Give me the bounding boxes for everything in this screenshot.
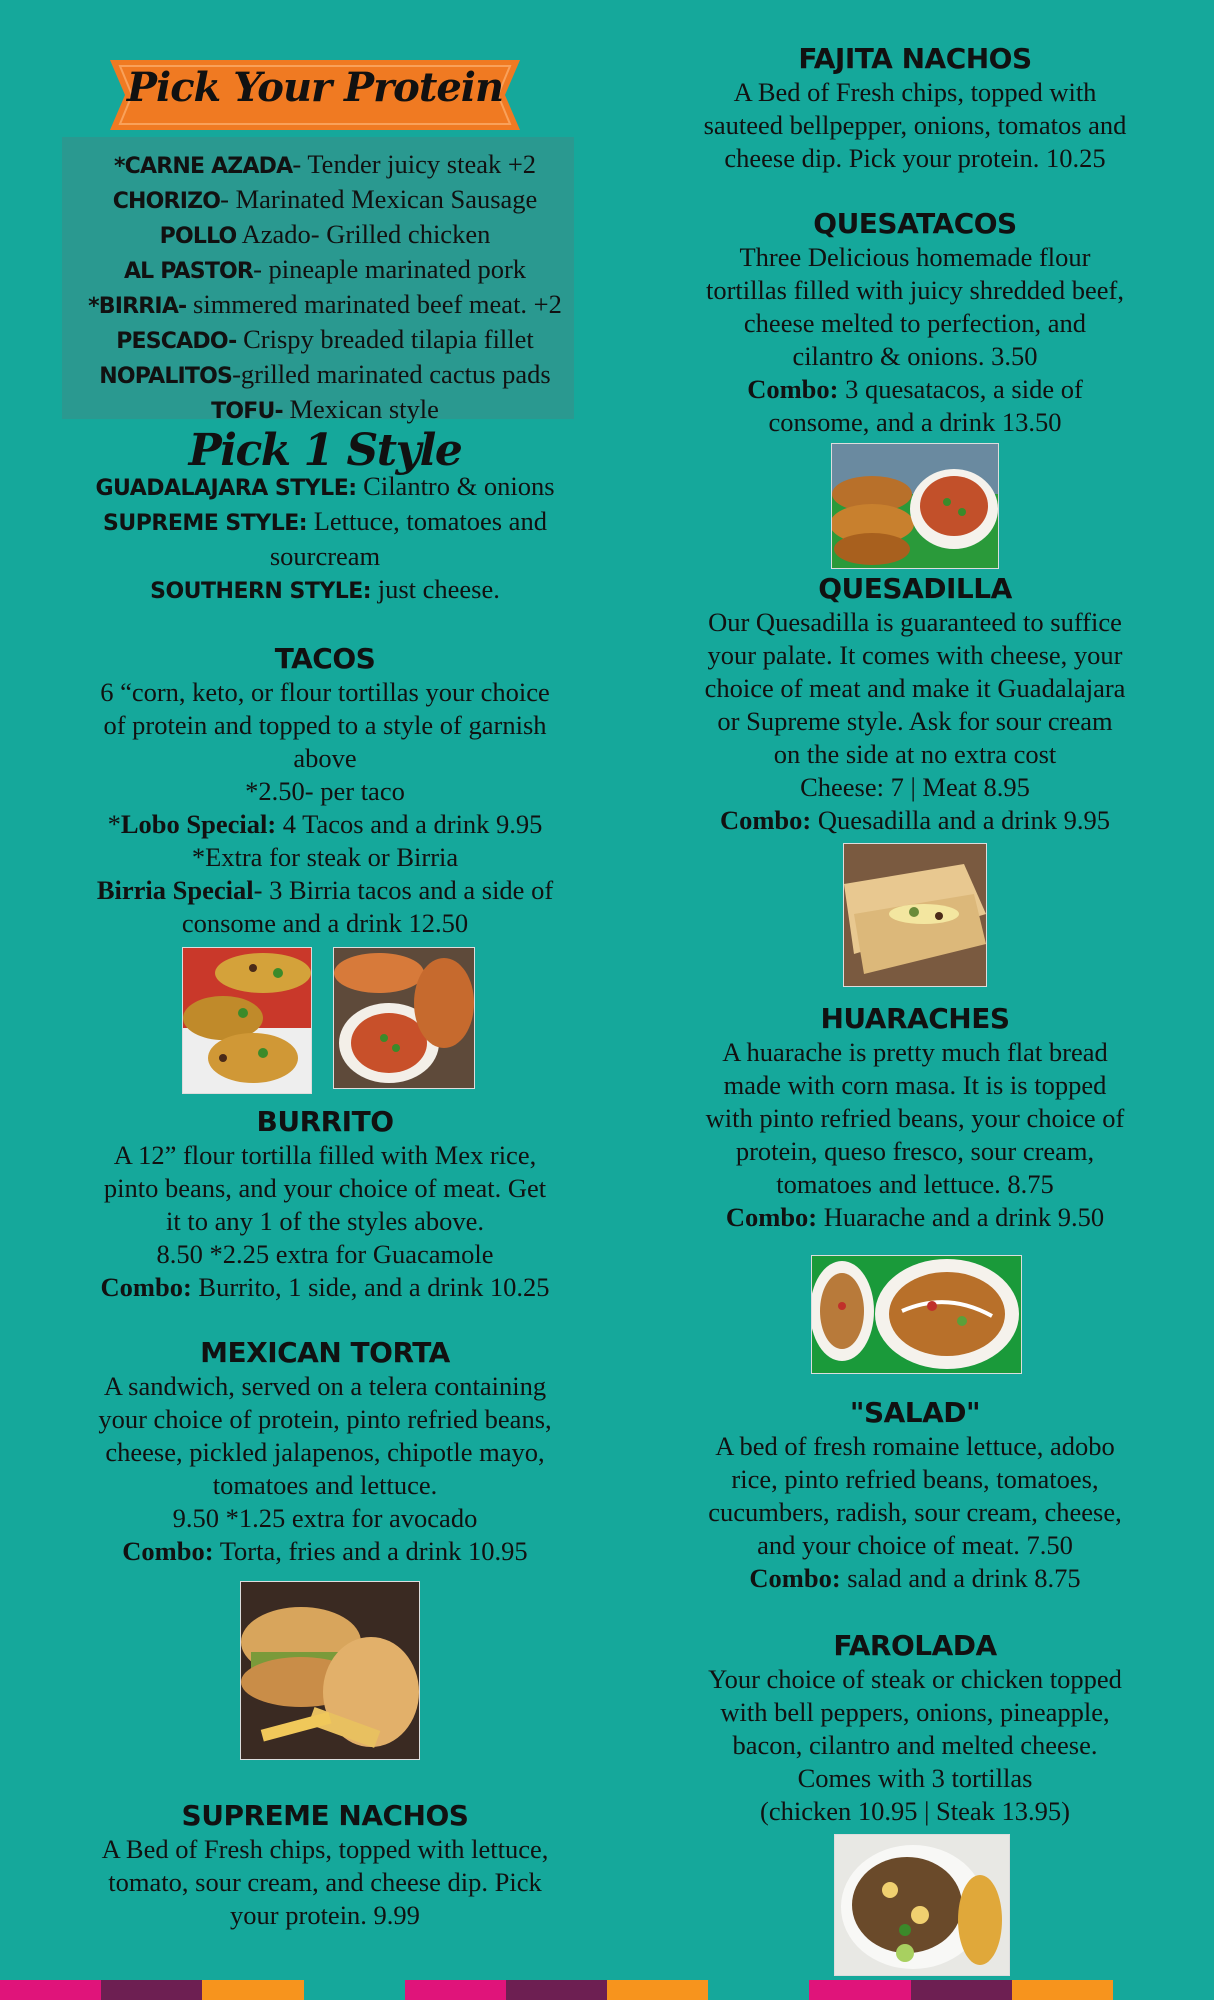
quesatacos-price: cilantro & onions. 3.50 xyxy=(792,341,1038,371)
lobo-special: *Lobo Special: 4 Tacos and a drink 9.95 xyxy=(107,809,543,839)
quesadilla-combo: Combo: Quesadilla and a drink 9.95 xyxy=(719,805,1111,835)
protein-item: *BIRRIA- simmered marinated beef meat. +2 xyxy=(88,289,562,319)
torta-line: A sandwich, served on a telera containing xyxy=(103,1371,547,1401)
fajita-nachos-line: cheese dip. Pick your protein. 10.25 xyxy=(724,143,1106,173)
protein-item: NOPALITOS-grilled marinated cactus pads xyxy=(99,359,551,389)
salad-combo: Combo: salad and a drink 8.75 xyxy=(749,1563,1081,1593)
protein-item: AL PASTOR- pineaple marinated pork xyxy=(123,254,527,284)
quesatacos-line: consome, and a drink 13.50 xyxy=(768,407,1062,437)
quesadilla-photo xyxy=(843,843,987,987)
quesadilla-line: choice of meat and make it Guadalajara xyxy=(704,673,1126,703)
huaraches-title: HUARACHES xyxy=(820,1002,1010,1035)
tacos-line: consome and a drink 12.50 xyxy=(181,908,469,938)
torta-line: your choice of protein, pinto refried beans, xyxy=(98,1404,552,1434)
huaraches-line: with pinto refried beans, your choice of xyxy=(705,1103,1125,1133)
tacos-section xyxy=(0,642,650,940)
pick-protein-banner xyxy=(110,56,520,134)
farolada-photo xyxy=(834,1834,1010,1976)
huaraches-line: A huarache is pretty much flat bread xyxy=(722,1037,1108,1067)
tacos-photo xyxy=(182,947,312,1094)
torta-photo xyxy=(240,1581,420,1760)
quesatacos-combo: Combo: 3 quesatacos, a side of xyxy=(747,374,1083,404)
farolada-line: Comes with 3 tortillas xyxy=(797,1763,1033,1793)
quesadilla-line: Our Quesadilla is guaranteed to suffice xyxy=(708,607,1122,637)
quesatacos-title: QUESATACOS xyxy=(813,207,1017,240)
quesatacos-line: Three Delicious homemade flour xyxy=(739,242,1091,272)
quesadilla-price: Cheese: 7 | Meat 8.95 xyxy=(800,772,1030,802)
salad-price: and your choice of meat. 7.50 xyxy=(757,1530,1073,1560)
protein-item: POLLO Azado- Grilled chicken xyxy=(159,219,491,249)
protein-title: Pick Your Protein xyxy=(126,64,504,111)
southern-style: SOUTHERN STYLE: just cheese. xyxy=(150,574,500,604)
quesatacos-line: tortillas filled with juicy shredded beef, xyxy=(706,275,1124,305)
quesadilla-line: or Supreme style. Ask for sour cream xyxy=(717,706,1113,736)
protein-item: CHORIZO- Marinated Mexican Sausage xyxy=(112,184,538,214)
farolada-title: FAROLADA xyxy=(833,1629,997,1662)
farolada-section xyxy=(655,1629,1175,1828)
huaraches-line: made with corn masa. It is is topped xyxy=(723,1070,1107,1100)
protein-list xyxy=(0,148,650,428)
fajita-nachos-section xyxy=(655,42,1175,175)
salad-title: "SALAD" xyxy=(849,1396,981,1429)
torta-line: tomatoes and lettuce. xyxy=(212,1470,438,1500)
torta-section xyxy=(0,1336,650,1568)
supreme-style-cont: sourcream xyxy=(269,541,381,571)
supreme-nachos-line: A Bed of Fresh chips, topped with lettuce, xyxy=(101,1834,549,1864)
burrito-price: 8.50 *2.25 extra for Guacamole xyxy=(156,1239,494,1269)
fajita-nachos-line: A Bed of Fresh chips, topped with xyxy=(733,77,1097,107)
torta-line: cheese, pickled jalapenos, chipotle mayo, xyxy=(105,1437,545,1467)
huaraches-combo: Combo: Huarache and a drink 9.50 xyxy=(725,1202,1105,1232)
supreme-nachos-line: tomato, sour cream, and cheese dip. Pick xyxy=(108,1867,542,1897)
quesadilla-line: your palate. It comes with cheese, your xyxy=(707,640,1123,670)
tacos-line: *Extra for steak or Birria xyxy=(191,842,459,872)
tacos-price: *2.50- per taco xyxy=(245,776,405,806)
birria-special: Birria Special- 3 Birria tacos and a side of xyxy=(96,875,554,905)
style-title: Pick 1 Style xyxy=(188,425,462,476)
supreme-style: SUPREME STYLE: Lettuce, tomatoes and xyxy=(103,506,547,536)
torta-combo: Combo: Torta, fries and a drink 10.95 xyxy=(122,1536,528,1566)
supreme-nachos-title: SUPREME NACHOS xyxy=(181,1799,469,1832)
torta-title: MEXICAN TORTA xyxy=(200,1336,450,1369)
farolada-line: bacon, cilantro and melted cheese. xyxy=(732,1730,1098,1760)
tacos-line: above xyxy=(293,743,357,773)
huaraches-section xyxy=(655,1002,1175,1234)
farolada-price: (chicken 10.95 | Steak 13.95) xyxy=(760,1796,1070,1826)
salad-line: cucumbers, radish, sour cream, cheese, xyxy=(708,1497,1122,1527)
protein-item: TOFU- Mexican style xyxy=(211,394,439,424)
protein-item: *CARNE AZADA- Tender juicy steak +2 xyxy=(113,149,537,179)
burrito-section xyxy=(0,1105,650,1304)
tacos-title: TACOS xyxy=(274,642,376,675)
torta-price: 9.50 *1.25 extra for avocado xyxy=(172,1503,478,1533)
burrito-line: A 12” flour tortilla filled with Mex rice, xyxy=(113,1140,537,1170)
quesatacos-photo xyxy=(831,443,999,569)
quesadilla-section xyxy=(655,572,1175,837)
tacos-line: of protein and topped to a style of garnish xyxy=(103,710,547,740)
salad-line: A bed of fresh romaine lettuce, adobo xyxy=(715,1431,1115,1461)
supreme-nachos-line: your protein. 9.99 xyxy=(230,1900,420,1930)
farolada-line: Your choice of steak or chicken topped xyxy=(708,1664,1122,1694)
burrito-line: pinto beans, and your choice of meat. Get xyxy=(103,1173,547,1203)
quesadilla-title: QUESADILLA xyxy=(818,572,1012,605)
salad-line: rice, pinto refried beans, tomatoes, xyxy=(731,1464,1099,1494)
huaraches-line: protein, queso fresco, sour cream, xyxy=(735,1136,1095,1166)
tacos-line: 6 “corn, keto, or flour tortillas your choice xyxy=(100,677,550,707)
quesadilla-line: on the side at no extra cost xyxy=(773,739,1057,769)
burrito-line: it to any 1 of the styles above. xyxy=(166,1206,484,1236)
style-section xyxy=(0,425,650,608)
protein-item: PESCADO- Crispy breaded tilapia fillet xyxy=(116,324,534,354)
fajita-nachos-line: sauteed bellpepper, onions, tomatos and xyxy=(703,110,1127,140)
huaraches-photo xyxy=(811,1255,1022,1374)
burrito-combo: Combo: Burrito, 1 side, and a drink 10.25 xyxy=(100,1272,550,1302)
quesatacos-line: cheese melted to perfection, and xyxy=(743,308,1087,338)
burrito-title: BURRITO xyxy=(256,1105,394,1138)
quesatacos-section xyxy=(655,207,1175,439)
farolada-line: with bell peppers, onions, pineapple, xyxy=(720,1697,1110,1727)
guadalajara-style: GUADALAJARA STYLE: Cilantro & onions xyxy=(95,471,555,501)
fajita-nachos-title: FAJITA NACHOS xyxy=(798,42,1032,75)
huaraches-price: tomatoes and lettuce. 8.75 xyxy=(776,1169,1054,1199)
supreme-nachos-section xyxy=(0,1799,650,1932)
salad-section xyxy=(655,1396,1175,1595)
bottom-color-strip xyxy=(0,1980,1214,2000)
birria-photo xyxy=(333,947,475,1089)
